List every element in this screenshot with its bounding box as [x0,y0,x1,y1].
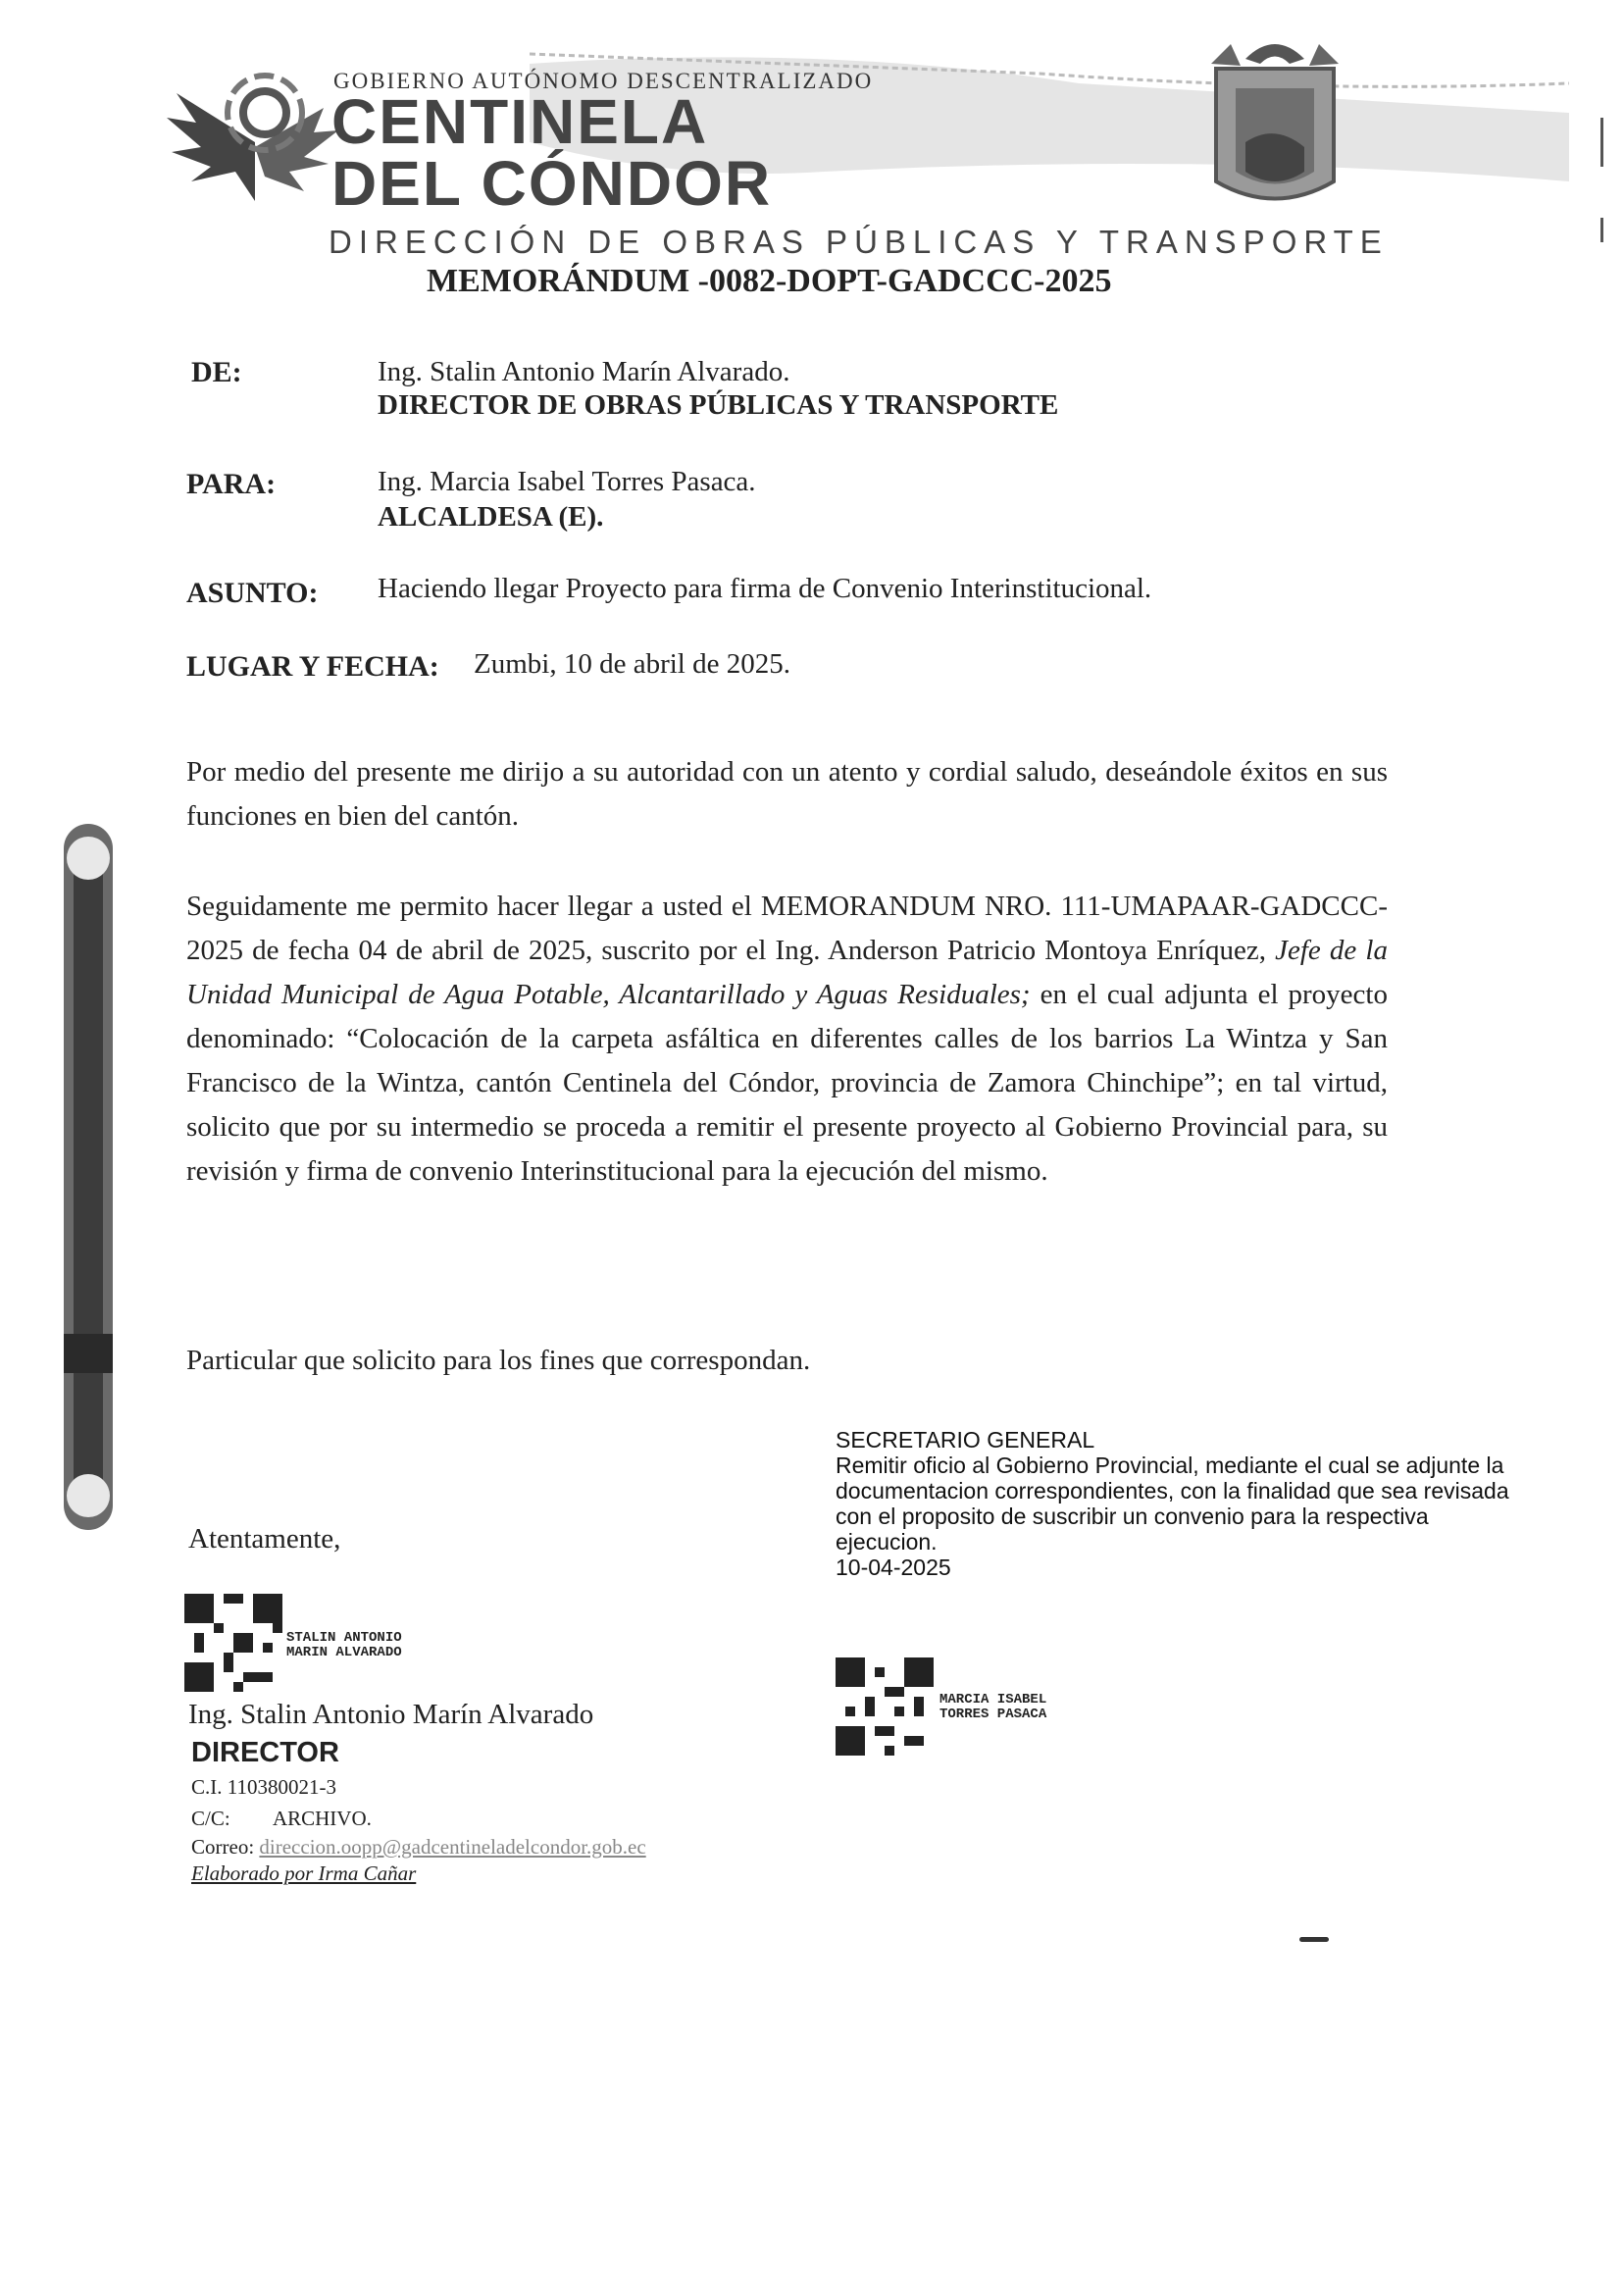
lugar-label: LUGAR Y FECHA: [186,650,439,683]
coat-of-arms-icon [1211,44,1339,199]
binder-clip-decoration [44,824,132,1530]
closing-correo [191,1835,646,1860]
director-signature [184,1594,402,1692]
ink-mark [1299,1937,1329,1942]
closing-elaborado: Elaborado por Irma Cañar [191,1861,417,1885]
body-paragraph-2-part-b: en el cual adjunta el proyecto denominado: “Colocación de la carpeta asfáltica en diferentes calles de los barrios La Wintza y San Francisco de la Wintza, cantón Centinela del Cóndor, provincia de Zamora Chinchipe”; en tal virtud, solicito que por su intermedio se proceda a remitir el presente proyecto al Gobierno Provincial para, su revisión y firma de convenio Interinstitucional para la ejecución del mismo. [186,979,1388,1187]
department-title: DIRECCIÓN DE OBRAS PÚBLICAS Y TRANSPORTE [329,224,1389,260]
closing-name: Ing. Stalin Antonio Marín Alvarado [188,1699,594,1730]
note-signer-line2: TORRES PASACA [939,1707,1047,1722]
asunto-value: Haciendo llegar Proyecto para firma de Convenio Interinstitucional. [378,573,1152,604]
qr-code-icon [184,1594,282,1692]
margin-mark [1600,218,1603,242]
de-name: Ing. Stalin Antonio Marín Alvarado. [378,356,790,387]
body-paragraph-2-part-a: Seguidamente me permito hacer llegar a usted el MEMORANDUM NRO. 111-UMAPAAR-GADCCC-2025 de fecha 04 de abril de 2025, suscrito por el Ing. Anderson Patricio Montoya Enríquez, [186,891,1388,966]
cc-value: ARCHIVO. [272,1807,372,1830]
note-signer-line1: MARCIA ISABEL [939,1692,1047,1708]
director-signer-line1: STALIN ANTONIO [286,1630,402,1646]
condor-logo-icon [157,54,353,226]
body-paragraph-2-italic: Jefe de la Unidad Municipal de Agua Potable, Alcantarillado y Aguas Residuales; [186,935,1388,1010]
body-paragraph-3: Particular que solicito para los fines que correspondan. [186,1345,811,1376]
lugar-value: Zumbi, 10 de abril de 2025. [474,648,790,680]
qr-code-icon [836,1657,934,1756]
note-text: Remitir oficio al Gobierno Provincial, mediante el cual se adjunte la documentacion correspondientes, con la finalidad que sea revisada con el proposito de suscribir un convenio para la respectiva ejecucion. [836,1453,1509,1555]
closing-ci: C.I. 110380021-3 [191,1775,336,1799]
correo-label: Correo: [191,1835,255,1859]
closing-title: DIRECTOR [191,1737,339,1768]
body-paragraph-2 [186,885,1388,1194]
gad-label: GOBIERNO AUTÓNOMO DESCENTRALIZADO [333,69,874,93]
body-paragraph-1: Por medio del presente me dirijo a su autoridad con un atento y cordial saludo, deseándole éxitos en sus funciones en bien del cantón. [186,756,1388,832]
para-title: ALCALDESA (E). [378,501,604,533]
director-signer-line2: MARIN ALVARADO [286,1645,402,1660]
de-label: DE: [191,356,242,388]
note-heading: SECRETARIO GENERAL [836,1427,1095,1453]
institution-name-line1: CENTINELA [331,86,709,157]
para-name: Ing. Marcia Isabel Torres Pasaca. [378,466,756,497]
cc-label: C/C: [191,1807,230,1830]
institution-name-line2: DEL CÓNDOR [331,148,773,219]
closing-atentamente: Atentamente, [188,1523,341,1555]
asunto-label: ASUNTO: [186,577,319,609]
memo-number: MEMORÁNDUM -0082-DOPT-GADCCC-2025 [427,263,1112,299]
correo-value: direccion.oopp@gadcentineladelcondor.gob.ec [259,1835,646,1859]
margin-mark [1600,118,1603,167]
de-title: DIRECTOR DE OBRAS PÚBLICAS Y TRANSPORTE [378,389,1059,421]
para-label: PARA: [186,468,277,500]
secretary-note [836,1427,1512,1580]
note-date: 10-04-2025 [836,1555,951,1580]
alcaldesa-signature [836,1657,1046,1756]
closing-cc [191,1807,372,1831]
